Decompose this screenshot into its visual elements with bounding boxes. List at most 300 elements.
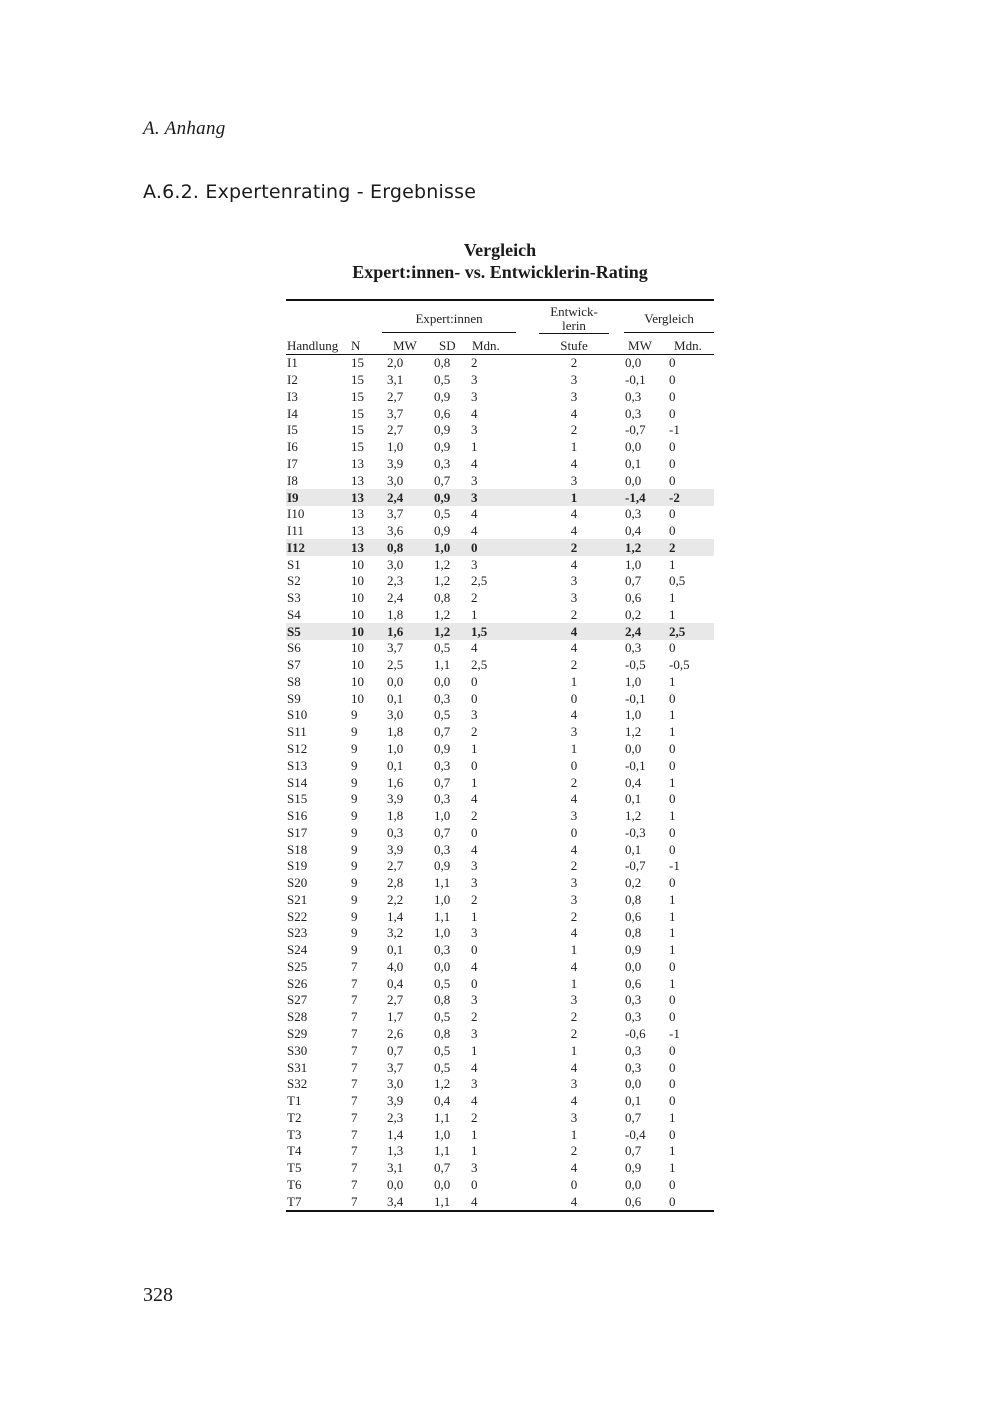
- cell-sd: 0,5: [434, 1042, 451, 1058]
- cell-sd: 0,5: [434, 640, 451, 656]
- cell-n: 15: [351, 388, 364, 404]
- cell-comparison-mdn: 0: [669, 824, 676, 840]
- cell-sd: 1,2: [434, 1076, 451, 1092]
- table-row: [286, 975, 714, 992]
- cell-n: 10: [351, 673, 364, 689]
- cell-comparison-mdn: 1: [669, 707, 676, 723]
- cell-mdn: 2: [471, 590, 478, 606]
- cell-stufe: 2: [570, 774, 578, 790]
- cell-sd: 0,3: [434, 841, 451, 857]
- cell-sd: 1,0: [434, 1126, 451, 1142]
- cell-handlung: I2: [287, 372, 298, 388]
- cell-mdn: 2,5: [471, 573, 488, 589]
- cell-comparison-mw: 0,0: [625, 1076, 642, 1092]
- cell-comparison-mdn: 1: [669, 1143, 676, 1159]
- cell-mdn: 3: [471, 1160, 478, 1176]
- cell-comparison-mw: 0,8: [625, 891, 642, 907]
- cell-handlung: S1: [287, 556, 301, 572]
- cell-comparison-mw: 0,3: [625, 506, 642, 522]
- cell-comparison-mw: -1,4: [622, 489, 668, 506]
- cell-handlung: S17: [287, 824, 308, 840]
- cell-handlung: I11: [287, 523, 304, 539]
- cell-comparison-mdn: 1: [669, 942, 676, 958]
- cell-comparison-mw: 0,1: [625, 1093, 642, 1109]
- cell-comparison-mw: 0,3: [625, 1009, 642, 1025]
- cell-stufe: 0: [570, 824, 578, 840]
- cell-sd: 1,2: [434, 573, 451, 589]
- cell-stufe: 2: [570, 908, 578, 924]
- col-header-mdn: Mdn.: [466, 337, 526, 355]
- cell-handlung: S9: [287, 690, 301, 706]
- cell-mdn: 0: [471, 757, 478, 773]
- cell-sd: 1,0: [434, 925, 451, 941]
- cell-handlung: T3: [287, 1126, 302, 1142]
- cell-mdn: 2,5: [471, 657, 488, 673]
- cell-comparison-mdn: 0,5: [669, 573, 686, 589]
- table-row: [286, 623, 714, 640]
- cell-sd: 0,7: [434, 1160, 451, 1176]
- cell-handlung: S13: [287, 757, 308, 773]
- cell-comparison-mw: -0,3: [625, 824, 646, 840]
- cell-n: 15: [351, 439, 364, 455]
- cell-n: 7: [351, 1176, 358, 1192]
- cell-comparison-mdn: -1: [669, 858, 680, 874]
- cell-mw: 1,6: [374, 623, 429, 640]
- cell-sd: 0,5: [434, 975, 451, 991]
- cell-mw: 3,9: [387, 1093, 404, 1109]
- cell-handlung: S22: [287, 908, 308, 924]
- cell-comparison-mdn: 0: [669, 1009, 676, 1025]
- cell-sd: 1,1: [434, 657, 451, 673]
- cell-n: 15: [351, 372, 364, 388]
- cell-stufe: 1: [570, 740, 578, 756]
- col-header-comparison-mw: MW: [622, 337, 668, 355]
- cell-comparison-mdn: 1: [669, 975, 676, 991]
- cell-n: 9: [351, 757, 358, 773]
- cell-sd: 0,3: [434, 942, 451, 958]
- cell-sd: 0,8: [434, 992, 451, 1008]
- cell-mdn: 4: [471, 640, 478, 656]
- cell-mdn: 3: [471, 472, 478, 488]
- cell-handlung: S21: [287, 891, 308, 907]
- table-row: [286, 523, 714, 540]
- cell-mdn: 3: [471, 875, 478, 891]
- cell-stufe: 1: [570, 975, 578, 991]
- table-row: [286, 892, 714, 909]
- comparison-table-container: [286, 299, 714, 1212]
- cell-n: 13: [351, 506, 364, 522]
- cell-handlung: S25: [287, 958, 308, 974]
- cell-comparison-mw: 0,7: [625, 1143, 642, 1159]
- table-row: [286, 1093, 714, 1110]
- table-row: [286, 858, 714, 875]
- cell-sd: 0,3: [434, 757, 451, 773]
- cell-n: 15: [351, 422, 364, 438]
- cell-comparison-mdn: 0: [669, 757, 676, 773]
- cell-handlung: T4: [287, 1143, 302, 1159]
- cell-mdn: 4: [471, 523, 478, 539]
- cell-handlung: I3: [287, 388, 298, 404]
- cell-n: 10: [351, 590, 364, 606]
- cell-sd: 0,0: [434, 673, 451, 689]
- cell-stufe: 2: [570, 1143, 578, 1159]
- cell-mdn: 3: [471, 707, 478, 723]
- table-row: [286, 539, 714, 556]
- cell-mw: 2,4: [374, 489, 429, 506]
- table-row: [286, 1009, 714, 1026]
- cell-handlung: S23: [287, 925, 308, 941]
- cell-n: 9: [351, 824, 358, 840]
- cell-handlung: S4: [287, 606, 301, 622]
- cell-comparison-mw: 0,1: [625, 455, 642, 471]
- table-row: [286, 573, 714, 590]
- cell-stufe: 4: [570, 841, 578, 857]
- cell-comparison-mw: 0,7: [625, 1109, 642, 1125]
- table-row: [286, 1160, 714, 1177]
- cell-n: 7: [351, 1076, 358, 1092]
- cell-stufe: 2: [570, 355, 578, 371]
- table-row: [286, 875, 714, 892]
- col-header-n: N: [349, 337, 374, 355]
- cell-handlung: I4: [287, 405, 298, 421]
- cell-sd: 0,3: [434, 791, 451, 807]
- table-row: [286, 1126, 714, 1143]
- cell-comparison-mdn: 1: [669, 1160, 676, 1176]
- cell-n: 15: [351, 405, 364, 421]
- cell-sd: 0,7: [434, 724, 451, 740]
- cell-handlung: S6: [287, 640, 301, 656]
- cell-n: 9: [351, 707, 358, 723]
- cell-stufe: 1: [570, 942, 578, 958]
- cell-comparison-mw: 0,7: [625, 573, 642, 589]
- cell-sd: 0,5: [434, 506, 451, 522]
- cell-sd: 0,8: [434, 590, 451, 606]
- table-row: [286, 1177, 714, 1194]
- cell-handlung: S26: [287, 975, 308, 991]
- cell-handlung: S30: [287, 1042, 308, 1058]
- cell-stufe: 3: [570, 1076, 578, 1092]
- cell-sd: 0,9: [434, 388, 451, 404]
- cell-mw: 2,0: [387, 355, 404, 371]
- table-row: [286, 640, 714, 657]
- table-row: [286, 724, 714, 741]
- cell-comparison-mw: 0,4: [625, 523, 642, 539]
- table-row: [286, 1026, 714, 1043]
- cell-stufe: 3: [570, 573, 578, 589]
- cell-comparison-mw: 0,9: [625, 942, 642, 958]
- cell-mw: 4,0: [387, 958, 404, 974]
- cell-stufe: 4: [570, 707, 578, 723]
- cell-mw: 2,7: [387, 858, 404, 874]
- cell-comparison-mdn: 0: [669, 506, 676, 522]
- cell-n: 15: [351, 355, 364, 371]
- cell-mdn: 3: [471, 1026, 478, 1041]
- cell-n: 10: [351, 690, 364, 706]
- cell-comparison-mdn: 0: [669, 372, 676, 388]
- cell-mdn: 1: [471, 908, 478, 924]
- cell-sd: 0,3: [434, 455, 451, 471]
- cell-comparison-mw: 1,2: [625, 724, 642, 740]
- cell-comparison-mw: 0,1: [625, 791, 642, 807]
- cell-comparison-mw: 1,2: [625, 808, 642, 824]
- running-head: A. Anhang: [143, 118, 226, 139]
- cell-handlung: S14: [287, 774, 308, 790]
- cell-comparison-mw: -0,7: [625, 422, 646, 438]
- cell-mdn: 3: [471, 422, 478, 438]
- cell-mw: 3,9: [387, 455, 404, 471]
- cell-stufe: 4: [570, 1093, 578, 1109]
- cell-stufe: 3: [570, 891, 578, 907]
- cell-mdn: 3: [471, 858, 478, 874]
- cell-sd: 1,1: [434, 1143, 451, 1159]
- cell-stufe: 4: [570, 405, 578, 421]
- cell-n: 10: [351, 573, 364, 589]
- cell-mdn: 4: [471, 1193, 478, 1209]
- cell-mw: 1,8: [387, 808, 404, 824]
- cell-comparison-mw: -0,4: [625, 1126, 646, 1142]
- table-row: [286, 791, 714, 808]
- cell-mdn: 1: [471, 740, 478, 756]
- cell-mw: 2,5: [387, 657, 404, 673]
- table-row: [286, 506, 714, 523]
- cell-comparison-mdn: 1: [669, 908, 676, 924]
- cell-mw: 0,1: [387, 690, 404, 706]
- cell-mdn: 0: [471, 975, 478, 991]
- column-header-row: [286, 337, 714, 355]
- cell-n: 7: [351, 1042, 358, 1058]
- cell-comparison-mw: 0,0: [625, 472, 642, 488]
- cell-mw: 0,4: [387, 975, 404, 991]
- table-body: [286, 355, 714, 1211]
- cell-comparison-mw: 0,3: [625, 640, 642, 656]
- cell-sd: 0,9: [434, 523, 451, 539]
- cell-comparison-mdn: 1: [669, 556, 676, 572]
- cell-comparison-mw: 1,0: [625, 556, 642, 572]
- cell-stufe: 0: [570, 757, 578, 773]
- cell-handlung: S29: [287, 1026, 308, 1041]
- col-header-stufe: Stufe: [526, 337, 622, 355]
- cell-stufe: 0: [570, 690, 578, 706]
- cell-comparison-mdn: 0: [669, 1076, 676, 1092]
- cell-comparison-mdn: 1: [669, 808, 676, 824]
- cell-mdn: 3: [471, 1076, 478, 1092]
- cell-mdn: 4: [471, 791, 478, 807]
- cell-stufe: 1: [570, 439, 578, 455]
- cell-comparison-mw: 1,0: [625, 673, 642, 689]
- cell-comparison-mw: 0,6: [625, 590, 642, 606]
- cell-n: 7: [351, 1126, 358, 1142]
- cell-handlung: I8: [287, 472, 298, 488]
- cell-sd: 1,2: [434, 606, 451, 622]
- cell-mw: 2,4: [387, 590, 404, 606]
- cell-sd: 0,9: [434, 858, 451, 874]
- group-header-row: [286, 301, 714, 337]
- cell-comparison-mw: 1,0: [625, 707, 642, 723]
- cell-comparison-mw: 0,2: [625, 606, 642, 622]
- cell-n: 9: [351, 891, 358, 907]
- cell-sd: 0,7: [434, 472, 451, 488]
- cell-handlung: S15: [287, 791, 308, 807]
- table-title: Vergleich: [463, 240, 537, 260]
- cell-stufe: 2: [570, 1009, 578, 1025]
- cell-stufe: 4: [570, 556, 578, 572]
- cell-mw: 2,6: [387, 1026, 404, 1041]
- cell-comparison-mw: 0,3: [625, 405, 642, 421]
- cell-sd: 1,1: [434, 875, 451, 891]
- cell-mw: 1,0: [387, 740, 404, 756]
- cell-handlung: T7: [287, 1193, 302, 1209]
- cell-stufe: 0: [570, 1176, 578, 1192]
- cell-mdn: 1: [471, 774, 478, 790]
- table-row: [286, 992, 714, 1009]
- cell-mw: 3,7: [387, 506, 404, 522]
- cell-stufe: 4: [570, 506, 578, 522]
- table-row: [286, 942, 714, 959]
- cell-comparison-mw: -0,1: [625, 690, 646, 706]
- cell-stufe: 2: [526, 539, 622, 556]
- cell-n: 9: [351, 724, 358, 740]
- cell-stufe: 2: [570, 858, 578, 874]
- cell-n: 7: [351, 1160, 358, 1176]
- cell-sd: 0,0: [434, 1176, 451, 1192]
- cell-handlung: I12: [286, 539, 349, 556]
- cell-comparison-mdn: 0: [669, 1093, 676, 1109]
- cell-comparison-mw: 0,2: [625, 875, 642, 891]
- cell-comparison-mdn: 0: [669, 1193, 676, 1209]
- col-header-sd: SD: [429, 337, 466, 355]
- cell-n: 9: [351, 841, 358, 857]
- cell-mw: 3,4: [387, 1193, 404, 1209]
- cell-sd: 0,8: [434, 1026, 451, 1041]
- cell-stufe: 4: [570, 791, 578, 807]
- cell-comparison-mw: 0,0: [625, 439, 642, 455]
- cell-n: 9: [351, 908, 358, 924]
- cell-n: 10: [351, 640, 364, 656]
- cell-comparison-mdn: -0,5: [669, 657, 690, 673]
- table-subtitle: Expert:innen- vs. Entwicklerin-Rating: [352, 262, 648, 282]
- cell-handlung: S27: [287, 992, 308, 1008]
- cell-stufe: 2: [570, 422, 578, 438]
- cell-mw: 3,2: [387, 925, 404, 941]
- cell-handlung: S2: [287, 573, 301, 589]
- cell-n: 9: [351, 942, 358, 958]
- cell-mw: 2,3: [387, 573, 404, 589]
- cell-sd: 1,0: [434, 891, 451, 907]
- cell-mw: 2,7: [387, 388, 404, 404]
- cell-comparison-mw: 0,6: [625, 908, 642, 924]
- cell-handlung: S5: [286, 623, 349, 640]
- table-row: [286, 1059, 714, 1076]
- cell-stufe: 4: [570, 640, 578, 656]
- cell-mdn: 4: [471, 841, 478, 857]
- cell-n: 7: [351, 1059, 358, 1075]
- cell-comparison-mdn: 1: [669, 925, 676, 941]
- cell-mw: 1,6: [387, 774, 404, 790]
- cell-comparison-mdn: 0: [669, 405, 676, 421]
- table-row: [286, 389, 714, 406]
- cell-comparison-mdn: -1: [669, 1026, 680, 1041]
- cell-n: 7: [351, 1193, 358, 1209]
- cell-sd: 0,9: [429, 489, 466, 506]
- table-row: [286, 808, 714, 825]
- cell-sd: 1,0: [434, 808, 451, 824]
- cell-stufe: 3: [570, 875, 578, 891]
- cell-handlung: S24: [287, 942, 308, 958]
- cell-n: 9: [351, 774, 358, 790]
- cell-sd: 0,5: [434, 372, 451, 388]
- cell-mdn: 3: [471, 372, 478, 388]
- cell-handlung: S8: [287, 673, 301, 689]
- cell-mw: 1,7: [387, 1009, 404, 1025]
- cell-stufe: 3: [570, 372, 578, 388]
- cell-sd: 1,0: [429, 539, 466, 556]
- cell-n: 7: [351, 1109, 358, 1125]
- cell-comparison-mdn: 0: [669, 439, 676, 455]
- cell-mw: 3,6: [387, 523, 404, 539]
- cell-comparison-mdn: 0: [669, 791, 676, 807]
- cell-mw: 3,9: [387, 841, 404, 857]
- cell-comparison-mw: 0,6: [625, 975, 642, 991]
- table-row: [286, 841, 714, 858]
- cell-sd: 0,0: [434, 958, 451, 974]
- cell-comparison-mdn: 0: [669, 875, 676, 891]
- cell-comparison-mw: 0,0: [625, 1176, 642, 1192]
- cell-comparison-mdn: 0: [669, 1059, 676, 1075]
- cell-comparison-mdn: 1: [669, 891, 676, 907]
- cell-stufe: 4: [526, 623, 622, 640]
- cell-mdn: 1: [471, 439, 478, 455]
- cell-mdn: 4: [471, 405, 478, 421]
- cell-comparison-mw: -0,7: [625, 858, 646, 874]
- cell-mw: 3,7: [387, 405, 404, 421]
- cell-comparison-mw: -0,1: [625, 757, 646, 773]
- cell-n: 10: [351, 657, 364, 673]
- cell-comparison-mdn: 0: [669, 455, 676, 471]
- cell-comparison-mdn: 0: [669, 740, 676, 756]
- cell-handlung: I9: [286, 489, 349, 506]
- cell-n: 9: [351, 808, 358, 824]
- cell-handlung: S20: [287, 875, 308, 891]
- cell-mw: 1,8: [387, 724, 404, 740]
- cell-mdn: 2: [471, 724, 478, 740]
- cell-n: 9: [351, 858, 358, 874]
- table-row: [286, 439, 714, 456]
- cell-sd: 1,1: [434, 1193, 451, 1209]
- cell-comparison-mw: 0,0: [625, 958, 642, 974]
- cell-mw: 1,3: [387, 1143, 404, 1159]
- cell-mw: 2,7: [387, 992, 404, 1008]
- cell-comparison-mw: 0,3: [625, 388, 642, 404]
- cell-mdn: 4: [471, 1059, 478, 1075]
- cell-sd: 0,5: [434, 1009, 451, 1025]
- cell-comparison-mdn: 2,5: [668, 623, 714, 640]
- table-row: [286, 690, 714, 707]
- table-row: [286, 556, 714, 573]
- cell-handlung: S18: [287, 841, 308, 857]
- cell-stufe: 1: [570, 1126, 578, 1142]
- cell-stufe: 4: [570, 1059, 578, 1075]
- cell-handlung: S31: [287, 1059, 308, 1075]
- cell-comparison-mdn: 1: [669, 590, 676, 606]
- cell-handlung: S19: [287, 858, 308, 874]
- cell-n: 9: [351, 740, 358, 756]
- cell-mdn: 1,5: [466, 623, 526, 640]
- cell-mdn: 4: [471, 455, 478, 471]
- cell-mdn: 0: [471, 942, 478, 958]
- cell-mw: 1,4: [387, 908, 404, 924]
- cell-mw: 2,7: [387, 422, 404, 438]
- table-row: [286, 1076, 714, 1093]
